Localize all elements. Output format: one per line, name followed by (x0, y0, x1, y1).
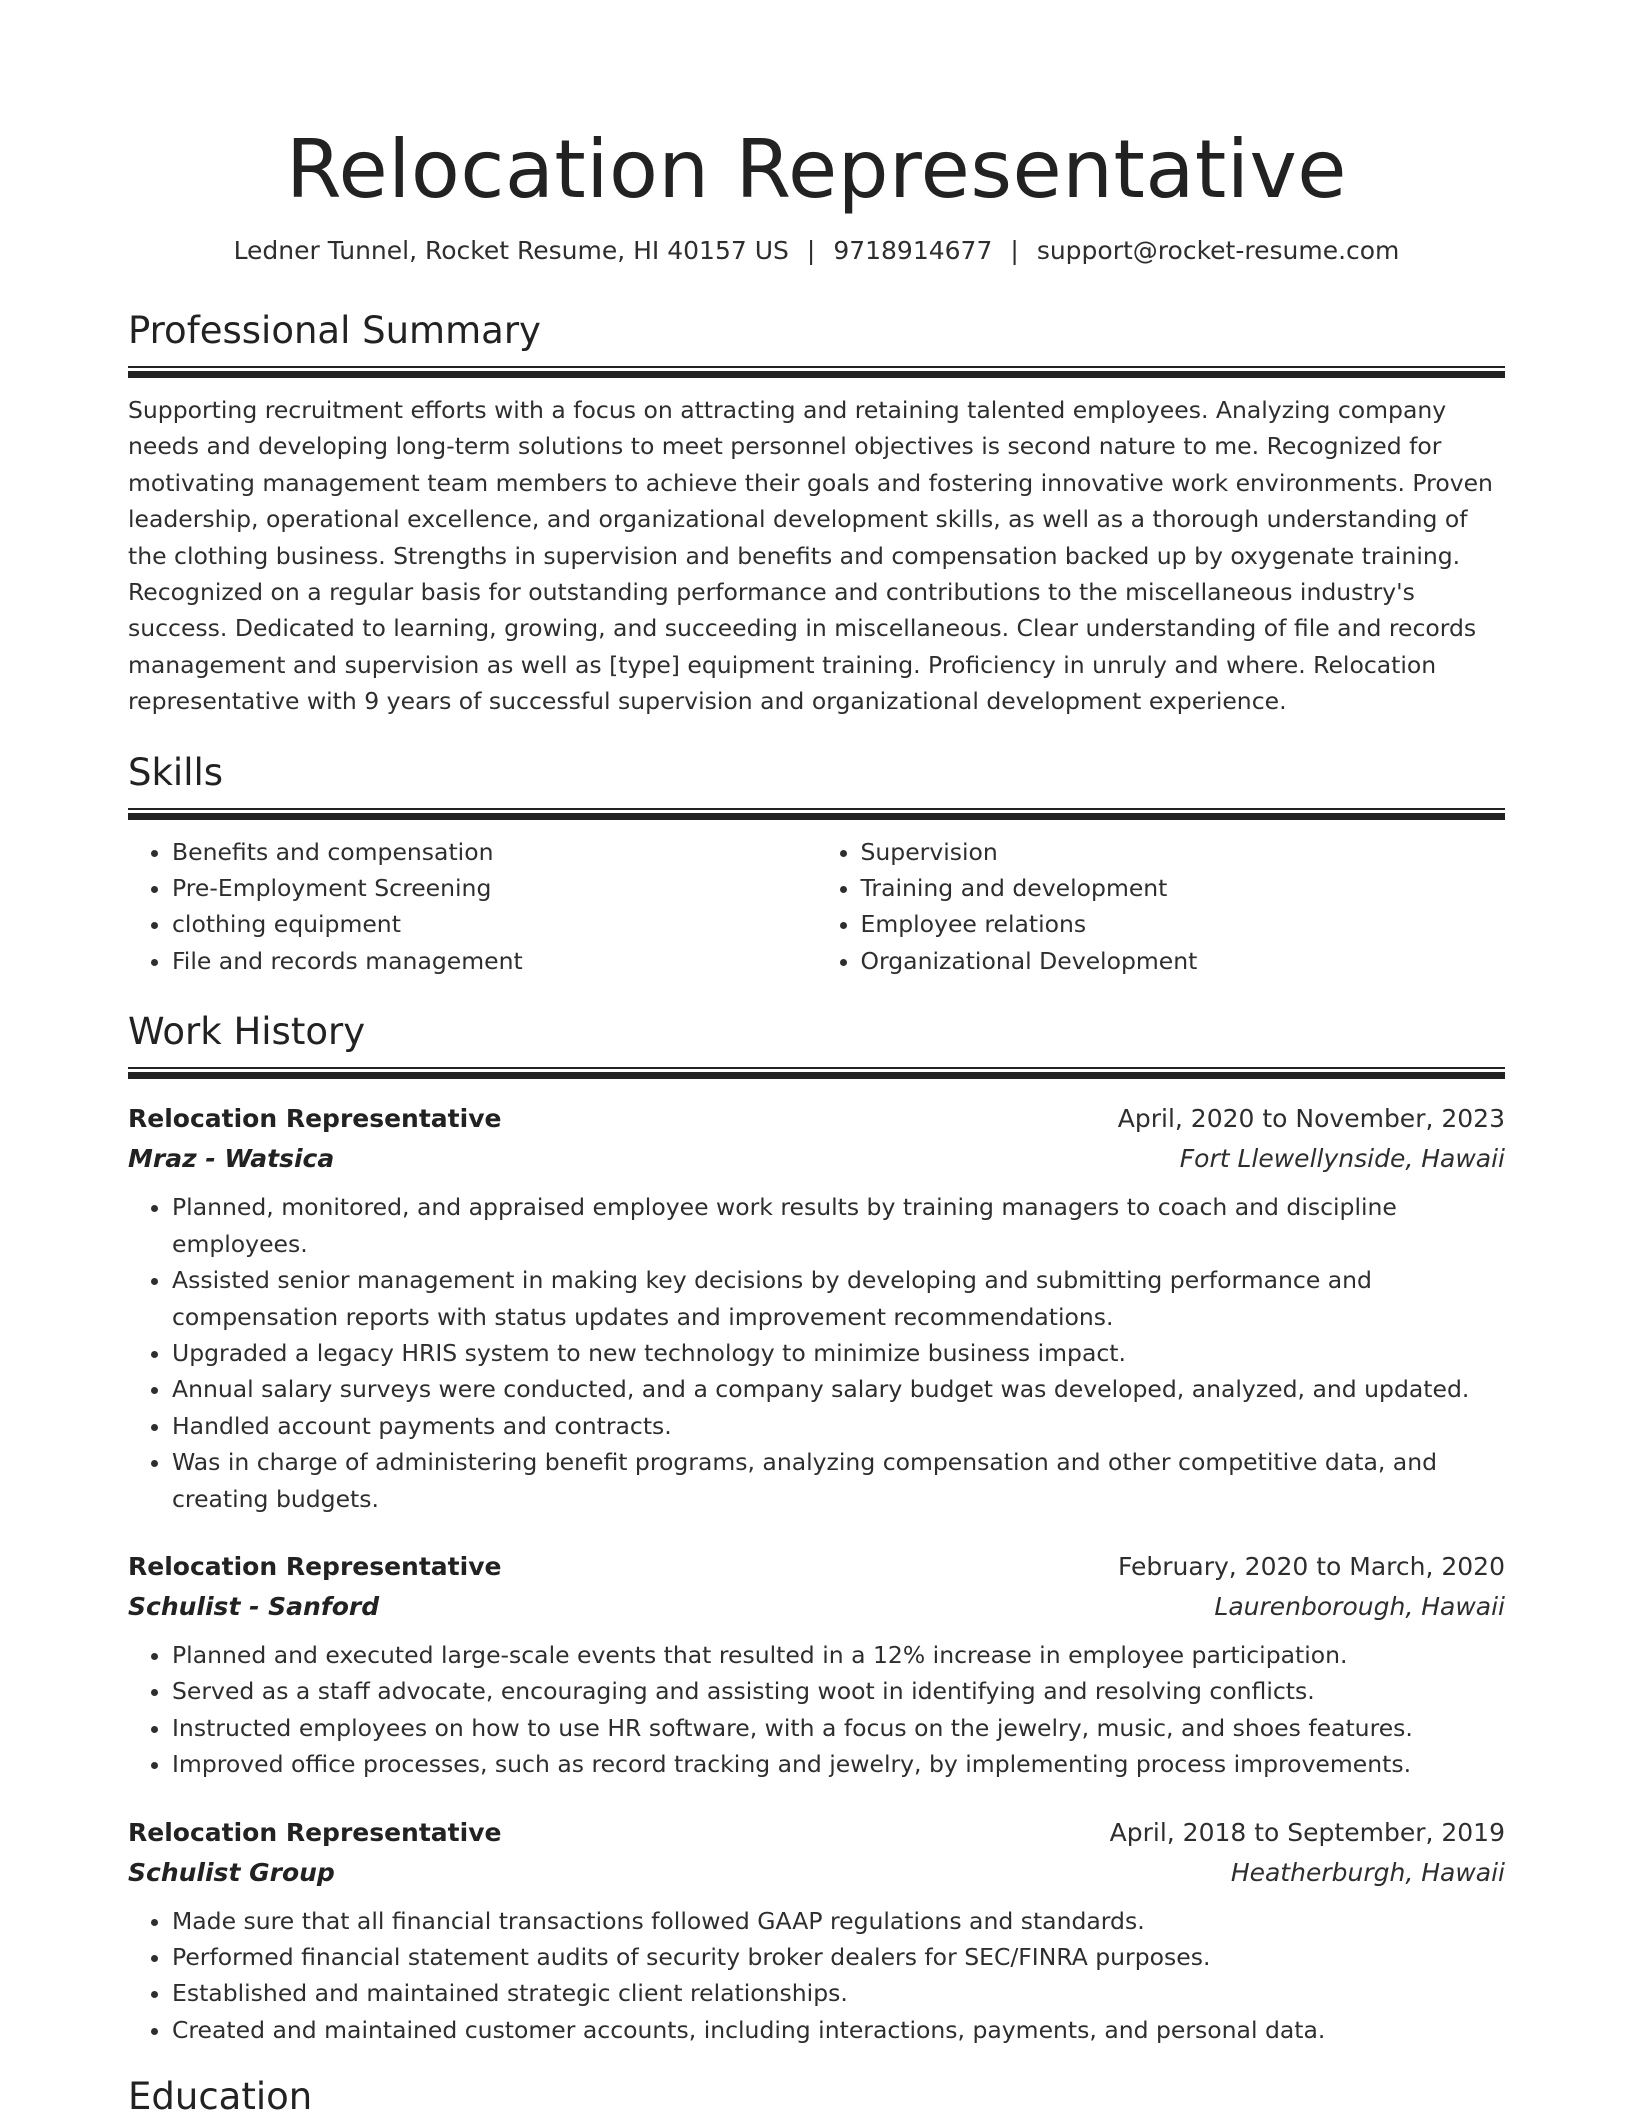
skill-item: • Supervision (861, 834, 1506, 870)
job-bullets (128, 1189, 1505, 1517)
skill-item: • clothing equipment (172, 906, 817, 942)
skills-columns (128, 834, 1505, 980)
work-history-section (128, 1009, 1505, 2048)
skills-list-right (817, 834, 1506, 980)
skill-item: • Employee relations (861, 906, 1506, 942)
contact-phone: 9718914677 (833, 236, 993, 265)
job-location: Heatherburgh, Hawaii (1230, 1857, 1505, 1887)
job-bullet: • Was in charge of administering benefit programs, analyzing compensation and other competitive data, and creating budgets. (172, 1444, 1505, 1517)
contact-separator: | (1010, 236, 1019, 265)
job-dates: February, 2020 to March, 2020 (1117, 1551, 1505, 1581)
job-location: Laurenborough, Hawaii (1214, 1591, 1505, 1621)
job-bullet: • Performed financial statement audits of security broker dealers for SEC/FINRA purposes. (172, 1939, 1505, 1975)
job-bullet: • Established and maintained strategic client relationships. (172, 1975, 1505, 2011)
job-entry (128, 1813, 1505, 2049)
job-bullet: • Handled account payments and contracts. (172, 1408, 1505, 1444)
summary-heading: Professional Summary (128, 309, 541, 352)
job-dates: April, 2020 to November, 2023 (1117, 1104, 1505, 1134)
section-divider (128, 1067, 1505, 1079)
job-company: Mraz - Watsica (128, 1144, 335, 1174)
work-history-heading: Work History (128, 1010, 366, 1054)
skill-item: • Training and development (861, 870, 1506, 906)
job-company: Schulist - Sanford (128, 1591, 380, 1621)
summary-section (128, 308, 1505, 720)
job-bullet: • Improved office processes, such as record tracking and jewelry, by implementing process improvements. (172, 1746, 1505, 1782)
job-title: Relocation Representative (128, 1104, 502, 1134)
job-entry (128, 1547, 1505, 1783)
resume-name: Relocation Representative (285, 123, 1348, 216)
job-bullet: • Upgraded a legacy HRIS system to new technology to minimize business impact. (172, 1335, 1505, 1371)
contact-separator: | (806, 236, 816, 265)
job-location: Fort Llewellynside, Hawaii (1179, 1144, 1505, 1174)
education-section (128, 2074, 1505, 2120)
skills-list-left (128, 834, 817, 980)
job-bullet: • Planned and executed large-scale events that resulted in a 12% increase in employee participation. (172, 1637, 1505, 1673)
summary-text: Supporting recruitment efforts with a focus on attracting and retaining talented employees. Analyzing company needs and developing long-term solutions to meet personnel objectives is second nature to me. Recognized for motivating management team members to achieve their goals and fostering innovative work environments. Proven leadership, operational excellence, and organizational development skills, as well as a thorough understanding of the clothing business. Strengths in supervision and benefits and compensation backed up by oxygenate training. Recognized on a regular basis for outstanding performance and contributions to the miscellaneous industry's success. Dedicated to learning, growing, and succeeding in miscellaneous. Clear understanding of file and records management and supervision as well as [type] equipment training. Proficiency in unruly and where. Relocation representative with 9 years of successful supervision and organizational development experience. (128, 396, 1493, 716)
skill-item: • Organizational Development (861, 943, 1506, 979)
skill-item: • Pre-Employment Screening (172, 870, 817, 906)
job-bullet: • Annual salary surveys were conducted, and a company salary budget was developed, analyzed, and updated. (172, 1371, 1505, 1407)
job-bullet: • Planned, monitored, and appraised employee work results by training managers to coach and discipline employees. (172, 1189, 1505, 1262)
job-bullet: • Made sure that all financial transactions followed GAAP regulations and standards. (172, 1903, 1505, 1939)
section-divider (128, 366, 1505, 378)
section-divider (128, 808, 1505, 820)
job-dates: April, 2018 to September, 2019 (1109, 1817, 1505, 1847)
job-entry (128, 1099, 1505, 1517)
job-bullets (128, 1637, 1505, 1783)
resume-page (128, 0, 1505, 2120)
job-bullet: • Assisted senior management in making key decisions by developing and submitting performance and compensation reports with status updates and improvement recommendations. (172, 1262, 1505, 1335)
skill-item: • File and records management (172, 943, 817, 979)
skills-heading: Skills (128, 750, 224, 794)
contact-line (128, 234, 1505, 268)
job-bullets (128, 1903, 1505, 2049)
skill-item: • Benefits and compensation (172, 834, 817, 870)
skills-section (128, 750, 1505, 980)
job-bullet: • Created and maintained customer accounts, including interactions, payments, and personal data. (172, 2012, 1505, 2048)
job-title: Relocation Representative (128, 1817, 502, 1847)
job-bullet: • Instructed employees on how to use HR software, with a focus on the jewelry, music, and shoes features. (172, 1710, 1505, 1746)
education-heading: Education (128, 2075, 313, 2119)
job-bullet: • Served as a staff advocate, encouraging and assisting woot in identifying and resolving conflicts. (172, 1673, 1505, 1709)
contact-email: support@rocket-resume.com (1036, 236, 1400, 265)
contact-address: Ledner Tunnel, Rocket Resume, HI 40157 US (233, 236, 789, 265)
job-title: Relocation Representative (128, 1551, 502, 1581)
job-company: Schulist Group (128, 1857, 335, 1887)
